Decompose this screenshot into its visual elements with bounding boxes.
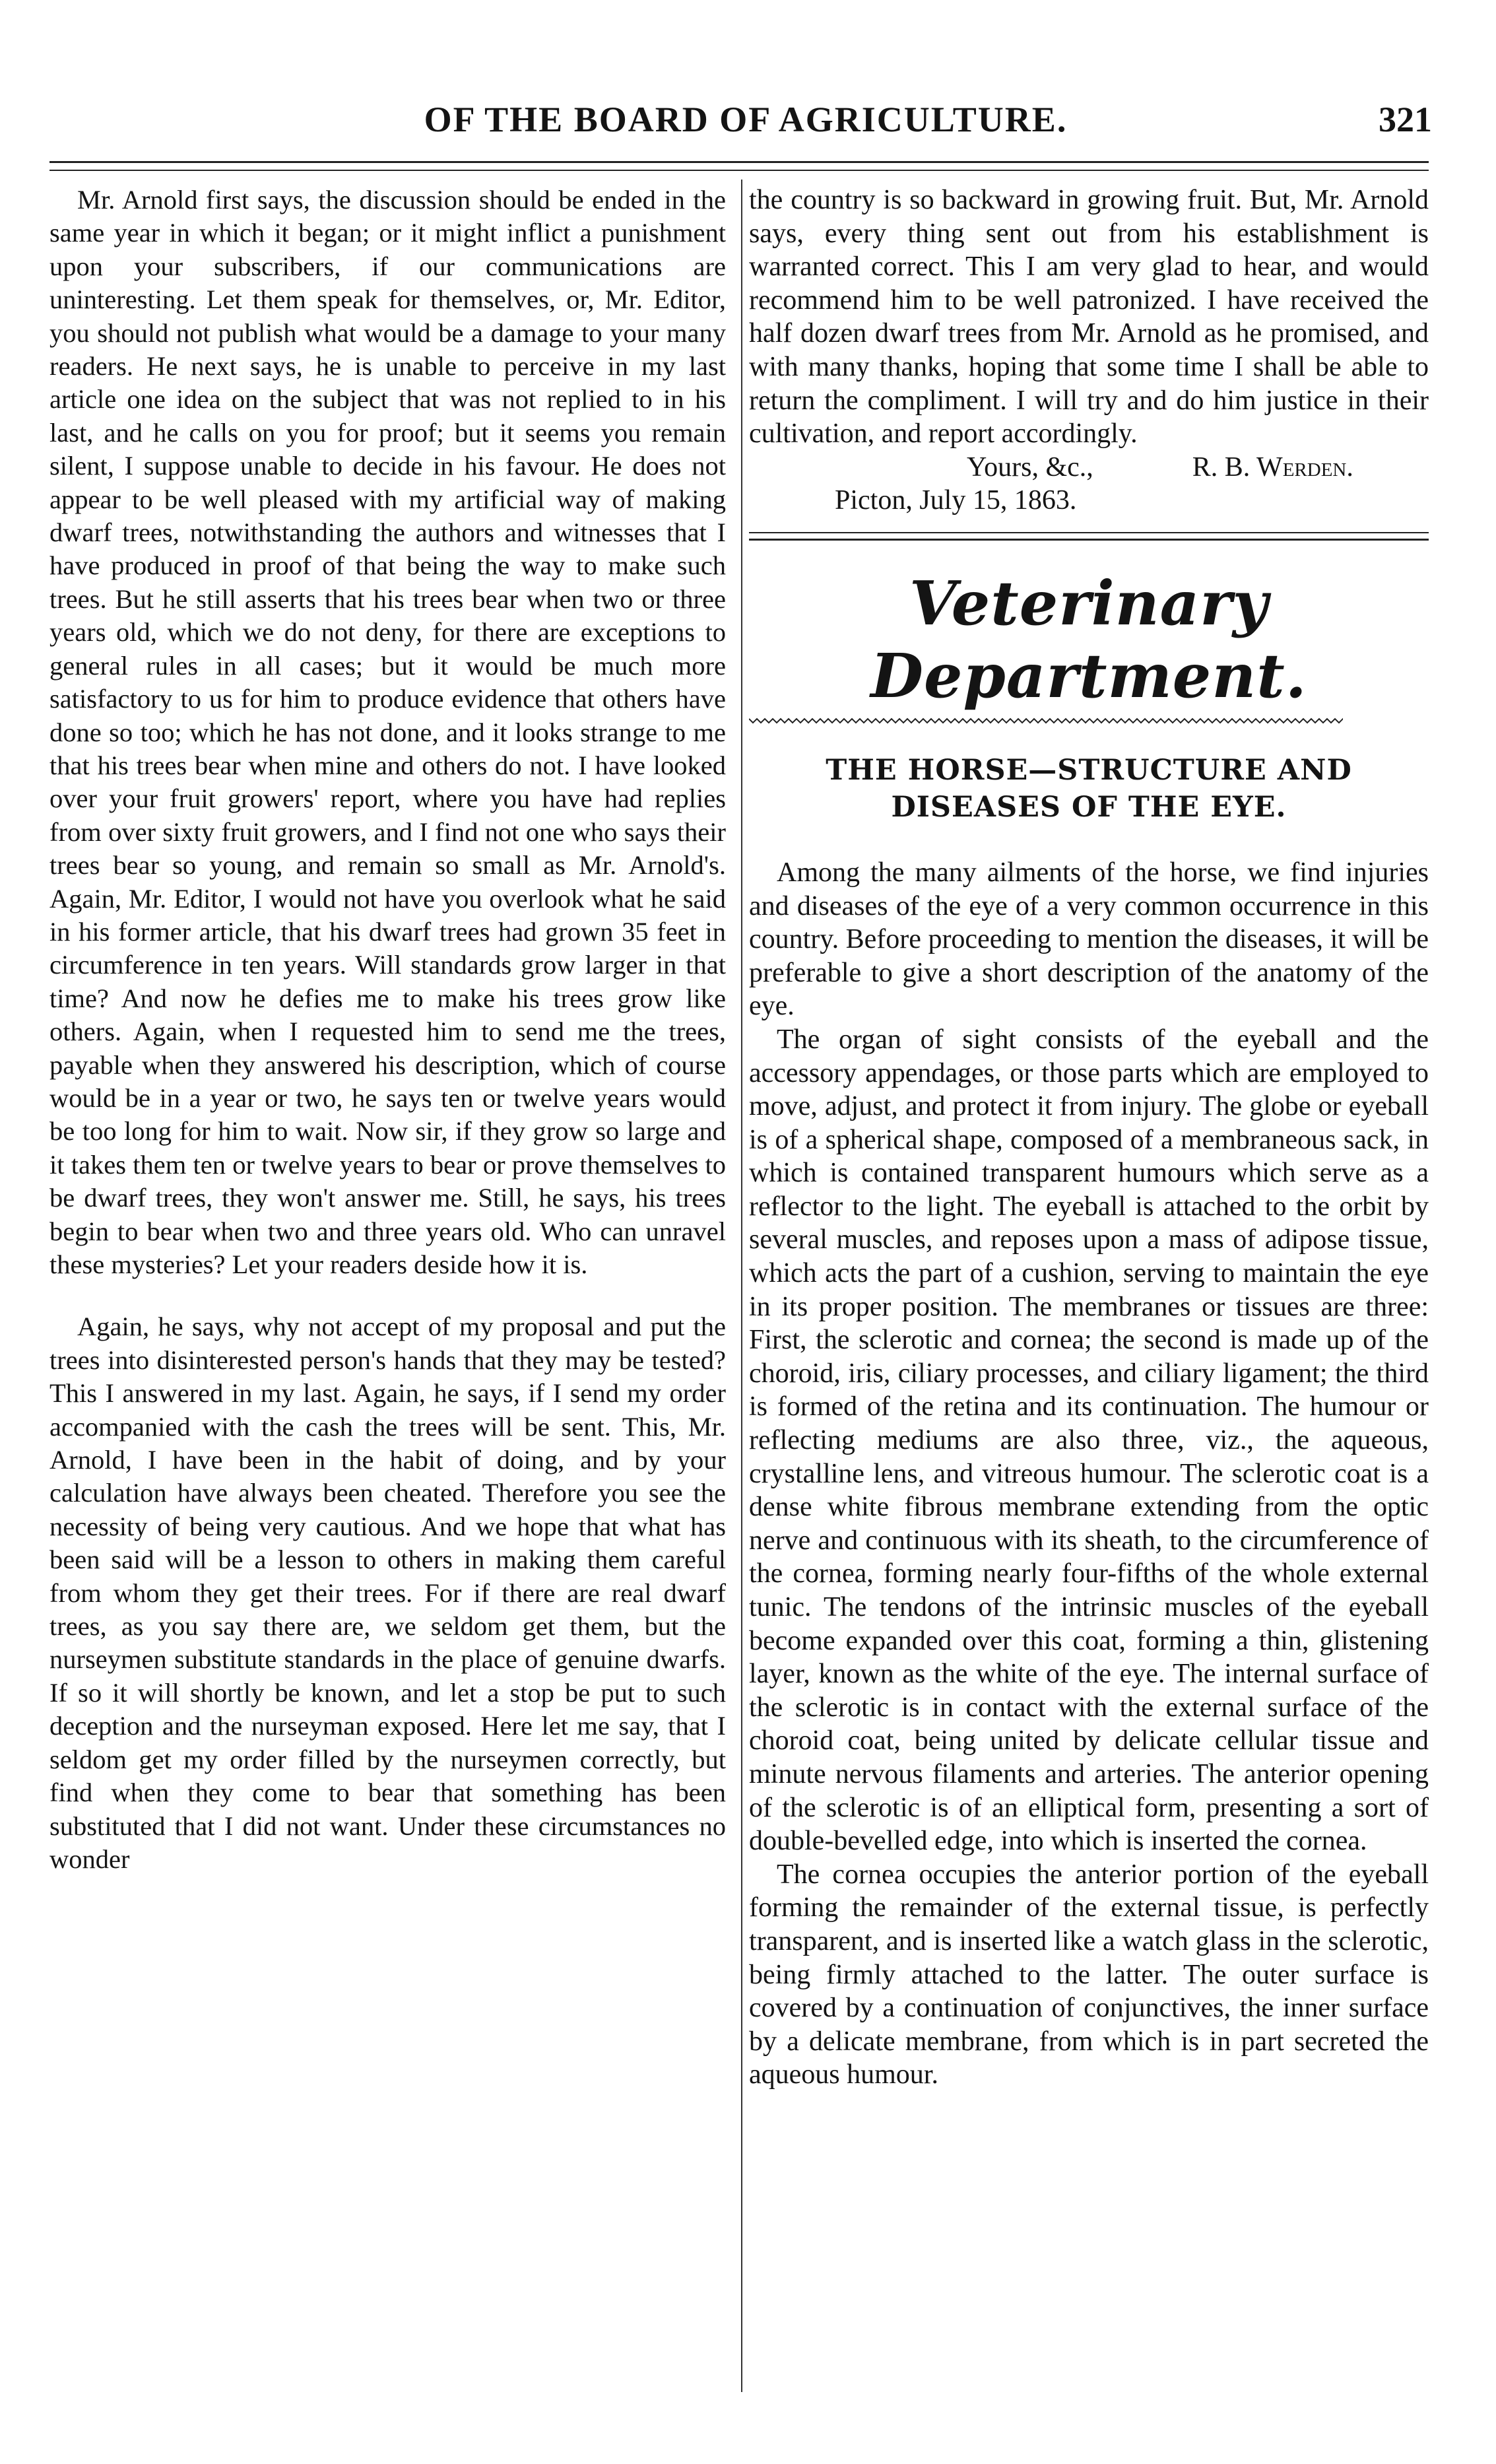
- header-double-rule: [49, 161, 1429, 171]
- left-column: [49, 183, 726, 1876]
- page-number: 321: [1379, 100, 1432, 139]
- left-paragraph-2: Again, he says, why not accept of my proposal and put the trees into disinterested person's hands that they may be tested? This I answered in my last. Again, he says, if I send my order accompanied with the cash the trees will be sent. This, Mr. Arnold, I have been in the habit of doing, and by your calculation have always been cheated. Therefore you see the necessity of being very cautious. And we hope that what has been said will be a lesson to others in making them careful from whom they get their trees. For if there are real dwarf trees, as you say there are, we seldom get them, but the nurseymen substitute standards in the place of genuine dwarfs. If so it will shortly be known, and let a stop be put to such deception and the nurseyman exposed. Here let me say, that I seldom get my order filled by the nurseymen correctly, but find when they come to bear that something has been substituted that I did not want. Under these circumstances no wonder: [49, 1312, 726, 1874]
- right-column: [749, 183, 1429, 2092]
- column-divider: [741, 180, 742, 2392]
- letter-signoff: [749, 451, 1429, 484]
- running-title: OF THE BOARD OF AGRICULTURE.: [424, 100, 1068, 139]
- article-heading: THE HORSE—STRUCTURE AND DISEASES OF THE EYE.: [826, 753, 1352, 824]
- department-title: Veterinary Department.: [870, 567, 1307, 712]
- left-paragraph-1: Mr. Arnold first says, the discussion should be ended in the same year in which it began; or it might inflict a punishment upon your subscribers, if our communications are uninteresting. Let them speak for themselves, or, Mr. Editor, you should not publish what would be a damage to your many readers. He next says, he is unable to perceive in my last article one idea on the subject that was not replied to in his last, and he calls on you for proof; but it seems you remain silent, I suppose unable to decide in his favour. He does not appear to be well pleased with my artificial way of making dwarf trees, notwithstanding the authors and witnesses that I have produced in proof of that being the way to make such trees. But he still asserts that his trees bear when two or three years old, which we do not deny, for there are exceptions to general rules in all cases; but it would be much more satisfactory to us for him to produce evidence that others have done so too; which he has not done, and it looks strange to me that his trees bear when mine and others do not. I have looked over your fruit growers' report, where you have had replies from over sixty fruit growers, and I find not one who says their trees bear so young, and remain so small as Mr. Arnold's. Again, Mr. Editor, I would not have you overlook what he said in his former article, that his dwarf trees had grown 35 feet in circumference in ten years. Will standards grow larger in that time? And now he defies me to make his trees grow like others. Again, when I requested him to send me the trees, payable when they answered his description, which of course would be in a year or two, he says ten or twelve years would be too long for him to wait. Now sir, if they grow so large and it takes them ten or twelve years to bear or prove themselves to be dwarf trees, they won't answer me. Still, he says, his trees begin to bear when two and three years old. Who can unravel these mysteries? Let your readers deside how it is.: [49, 185, 726, 1279]
- running-head: [59, 99, 1432, 152]
- signoff-text: Yours, &c.,: [967, 451, 1093, 483]
- article-paragraph-3: The cornea occupies the anterior portion of the eyeball forming the remainder of the external tissue, is perfectly transparent, and is inserted like a watch glass in the sclerotic, being firmly attached to the latter. The outer surface is covered by a continuation of conjunctives, the inner surface by a delicate membrane, from which is in part secreted the aqueous humour.: [749, 1859, 1429, 2090]
- section-rule: [749, 532, 1429, 541]
- wavy-ornament-rule: [749, 716, 1343, 725]
- letter-place-date: Picton, July 15, 1863.: [835, 485, 1077, 516]
- letter-continuation: the country is so backward in growing fruit. But, Mr. Arnold says, every thing sent out from his establishment is warranted correct. This I am very glad to hear, and would recommend him to be well patronized. I have received the half dozen dwarf trees from Mr. Arnold as he promised, and with many thanks, hoping that some time I shall be able to return the compliment. I will try and do him justice in their cultivation, and report accordingly.: [749, 185, 1429, 450]
- article-paragraph-1: Among the many ailments of the horse, we find injuries and diseases of the eye of a very common occurrence in this country. Before proceeding to mention the diseases, it will be preferable to give a short description of the anatomy of the eye.: [749, 857, 1429, 1022]
- article-paragraph-2: The organ of sight consists of the eyeball and the accessory appendages, or those parts which are employed to move, adjust, and protect it from injury. The globe or eyeball is of a spherical shape, composed of a membraneous sack, in which is contained transparent humours which serve as a reflector to the light. The eyeball is attached to the orbit by several muscles, and reposes upon a mass of adipose tissue, which acts the part of a cushion, serving to maintain the eye in its proper position. The membranes or tissues are three: First, the sclerotic and cornea; the second is made up of the choroid, iris, ciliary processes, and ciliary ligament; the third is formed of the retina and its continuation. The humour or reflecting mediums are also three, viz., the aqueous, crystalline lens, and vitreous humour. The sclerotic coat is a dense white fibrous membrane extending from the optic nerve and continuous with its sheath, to the circumference of the cornea, forming nearly four-fifths of the whole external tunic. The tendons of the intrinsic muscles of the eyeball become expanded over this coat, forming a thin, glistening layer, known as the white of the eye. The internal surface of the sclerotic is in contact with the external surface of the choroid coat, being united by delicate cellular tissue and minute nervous filaments and arteries. The anterior opening of the sclerotic is of an elliptical form, presenting a sort of double-bevelled edge, into which is inserted the cornea.: [749, 1024, 1429, 1857]
- letter-author: R. B. Werden.: [1192, 451, 1353, 483]
